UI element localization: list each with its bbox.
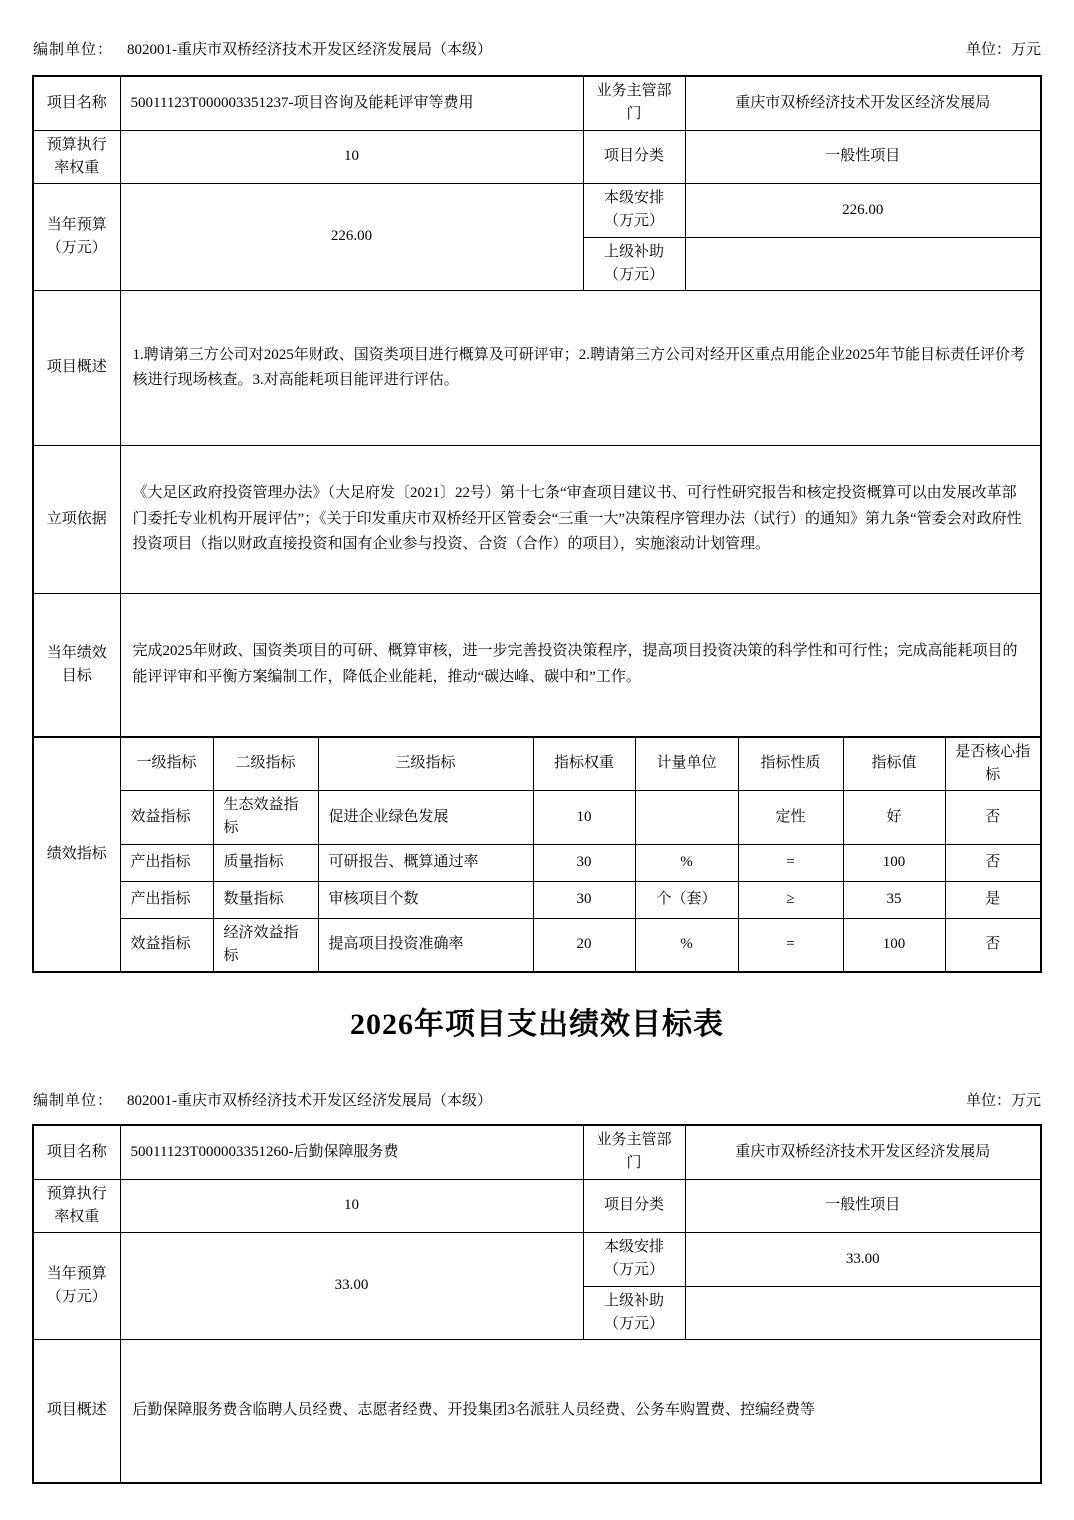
superior-subsidy-label: 上级补助（万元） bbox=[583, 1286, 685, 1340]
indicator-cell: ≥ bbox=[738, 881, 843, 918]
indicator-cell: 生态效益指标 bbox=[213, 791, 318, 845]
table-row bbox=[33, 1125, 1041, 1179]
annual-target-label: 当年绩效目标 bbox=[33, 594, 120, 737]
unit-label: 单位：万元 bbox=[965, 1093, 1041, 1109]
table-row bbox=[33, 594, 1041, 737]
indicator-cell: 数量指标 bbox=[213, 881, 318, 918]
indicator-header: 一级指标 bbox=[120, 737, 213, 791]
table-row bbox=[33, 76, 1041, 130]
department-value: 重庆市双桥经济技术开发区经济发展局 bbox=[685, 76, 1041, 130]
indicator-header: 指标值 bbox=[843, 737, 945, 791]
indicator-cell: 提高项目投资准确率 bbox=[318, 918, 533, 972]
prepared-by-table1 bbox=[33, 38, 492, 59]
page-title: 2026年项目支出绩效目标表 bbox=[350, 1008, 724, 1041]
indicator-cell: % bbox=[635, 844, 738, 881]
department-label: 业务主管部门 bbox=[583, 76, 685, 130]
indicator-cell: 30 bbox=[533, 881, 635, 918]
overview-label: 项目概述 bbox=[33, 1340, 120, 1483]
overview-value: 后勤保障服务费含临聘人员经费、志愿者经费、开投集团3名派驻人员经费、公务车购置费、控编经费等 bbox=[120, 1340, 1041, 1483]
table-row bbox=[33, 291, 1041, 446]
indicator-cell: 100 bbox=[843, 918, 945, 972]
basis-value: 《大足区政府投资管理办法》（大足府发〔2021〕22号）第十七条“审查项目建议书、可行性研究报告和核定投资概算可以由发展改革部门委托专业机构开展评估”；《关于印发重庆市双桥经开区管委会“三重一大”决策程序管理办法（试行）的通知》第九条“管委会对政府性投资项目（指以财政直接投资和国有企业参与投资、合资（合作）的项目），实施滚动计划管理。 bbox=[120, 446, 1041, 594]
project-name-value: 50011123T000003351237-项目咨询及能耗评审等费用 bbox=[120, 76, 583, 130]
category-label: 项目分类 bbox=[583, 1179, 685, 1233]
indicator-cell: 否 bbox=[945, 791, 1041, 845]
local-arrangement-value: 33.00 bbox=[685, 1233, 1041, 1287]
indicator-header: 是否核心指标 bbox=[945, 737, 1041, 791]
prepared-by-value: 802001-重庆市双桥经济技术开发区经济发展局（本级） bbox=[127, 42, 493, 58]
budget-weight-label: 预算执行率权重 bbox=[33, 1179, 120, 1233]
indicator-cell: 审核项目个数 bbox=[318, 881, 533, 918]
superior-subsidy-label: 上级补助（万元） bbox=[583, 237, 685, 291]
table-row bbox=[33, 1233, 1041, 1287]
meta-row-table1 bbox=[0, 0, 1074, 59]
local-arrangement-label: 本级安排（万元） bbox=[583, 184, 685, 238]
annual-target-value: 完成2025年财政、国资类项目的可研、概算审核，进一步完善投资决策程序，提高项目投资决策的科学性和可行性；完成高能耗项目的能评评审和平衡方案编制工作，降低企业能耗，推动“碳达峰、碳中和”工作。 bbox=[120, 594, 1041, 737]
budget-weight-value: 10 bbox=[120, 130, 583, 184]
indicator-cell: 是 bbox=[945, 881, 1041, 918]
project-name-label: 项目名称 bbox=[33, 76, 120, 130]
table2-main bbox=[32, 1124, 1042, 1484]
indicator-header: 三级指标 bbox=[318, 737, 533, 791]
indicator-cell: 35 bbox=[843, 881, 945, 918]
project-name-label: 项目名称 bbox=[33, 1125, 120, 1179]
budget-weight-value: 10 bbox=[120, 1179, 583, 1233]
indicator-cell: = bbox=[738, 918, 843, 972]
indicator-header-row bbox=[33, 737, 1041, 791]
indicator-row bbox=[33, 844, 1041, 881]
indicator-cell: 否 bbox=[945, 844, 1041, 881]
indicator-cell: 经济效益指标 bbox=[213, 918, 318, 972]
basis-label: 立项依据 bbox=[33, 446, 120, 594]
table1-main bbox=[32, 75, 1042, 738]
indicator-cell: 产出指标 bbox=[120, 881, 213, 918]
annual-budget-value: 33.00 bbox=[120, 1233, 583, 1340]
superior-subsidy-value bbox=[685, 1286, 1041, 1340]
category-label: 项目分类 bbox=[583, 130, 685, 184]
overview-label: 项目概述 bbox=[33, 291, 120, 446]
prepared-by-label: 编制单位： bbox=[33, 1093, 114, 1109]
indicator-cell: 10 bbox=[533, 791, 635, 845]
indicator-header: 指标性质 bbox=[738, 737, 843, 791]
category-value: 一般性项目 bbox=[685, 130, 1041, 184]
indicator-header: 计量单位 bbox=[635, 737, 738, 791]
meta-row-table2 bbox=[0, 1089, 1074, 1110]
indicator-cell: 可研报告、概算通过率 bbox=[318, 844, 533, 881]
indicator-cell: 好 bbox=[843, 791, 945, 845]
table-row bbox=[33, 130, 1041, 184]
annual-budget-label: 当年预算（万元） bbox=[33, 184, 120, 291]
indicator-cell: 效益指标 bbox=[120, 918, 213, 972]
annual-budget-label: 当年预算（万元） bbox=[33, 1233, 120, 1340]
indicator-cell: 100 bbox=[843, 844, 945, 881]
indicator-header: 二级指标 bbox=[213, 737, 318, 791]
table-row bbox=[33, 1179, 1041, 1233]
prepared-by-table2 bbox=[33, 1089, 492, 1110]
prepared-by-label: 编制单位： bbox=[33, 42, 114, 58]
superior-subsidy-value bbox=[685, 237, 1041, 291]
indicator-row bbox=[33, 918, 1041, 972]
indicator-cell: 定性 bbox=[738, 791, 843, 845]
table-row bbox=[33, 1340, 1041, 1483]
annual-budget-value: 226.00 bbox=[120, 184, 583, 291]
indicators-label: 绩效指标 bbox=[33, 737, 120, 973]
indicator-cell: 30 bbox=[533, 844, 635, 881]
overview-value: 1.聘请第三方公司对2025年财政、国资类项目进行概算及可研评审；2.聘请第三方公司对经开区重点用能企业2025年节能目标责任评价考核进行现场核查。3.对高能耗项目能评进行评估。 bbox=[120, 291, 1041, 446]
project-name-value: 50011123T000003351260-后勤保障服务费 bbox=[120, 1125, 583, 1179]
table-row bbox=[33, 184, 1041, 238]
indicator-cell: 个（套） bbox=[635, 881, 738, 918]
table1-indicators bbox=[32, 736, 1042, 974]
indicator-cell: % bbox=[635, 918, 738, 972]
indicator-cell: 促进企业绿色发展 bbox=[318, 791, 533, 845]
prepared-by-value: 802001-重庆市双桥经济技术开发区经济发展局（本级） bbox=[127, 1093, 493, 1109]
table-row bbox=[33, 446, 1041, 594]
department-label: 业务主管部门 bbox=[583, 1125, 685, 1179]
local-arrangement-label: 本级安排（万元） bbox=[583, 1233, 685, 1287]
indicator-cell: = bbox=[738, 844, 843, 881]
indicator-row bbox=[33, 881, 1041, 918]
indicator-header: 指标权重 bbox=[533, 737, 635, 791]
department-value: 重庆市双桥经济技术开发区经济发展局 bbox=[685, 1125, 1041, 1179]
indicator-cell: 20 bbox=[533, 918, 635, 972]
local-arrangement-value: 226.00 bbox=[685, 184, 1041, 238]
indicator-row bbox=[33, 791, 1041, 845]
indicator-cell: 否 bbox=[945, 918, 1041, 972]
budget-weight-label: 预算执行率权重 bbox=[33, 130, 120, 184]
category-value: 一般性项目 bbox=[685, 1179, 1041, 1233]
unit-label: 单位：万元 bbox=[965, 42, 1041, 58]
indicator-cell: 效益指标 bbox=[120, 791, 213, 845]
indicator-cell bbox=[635, 791, 738, 845]
indicator-cell: 质量指标 bbox=[213, 844, 318, 881]
indicator-cell: 产出指标 bbox=[120, 844, 213, 881]
